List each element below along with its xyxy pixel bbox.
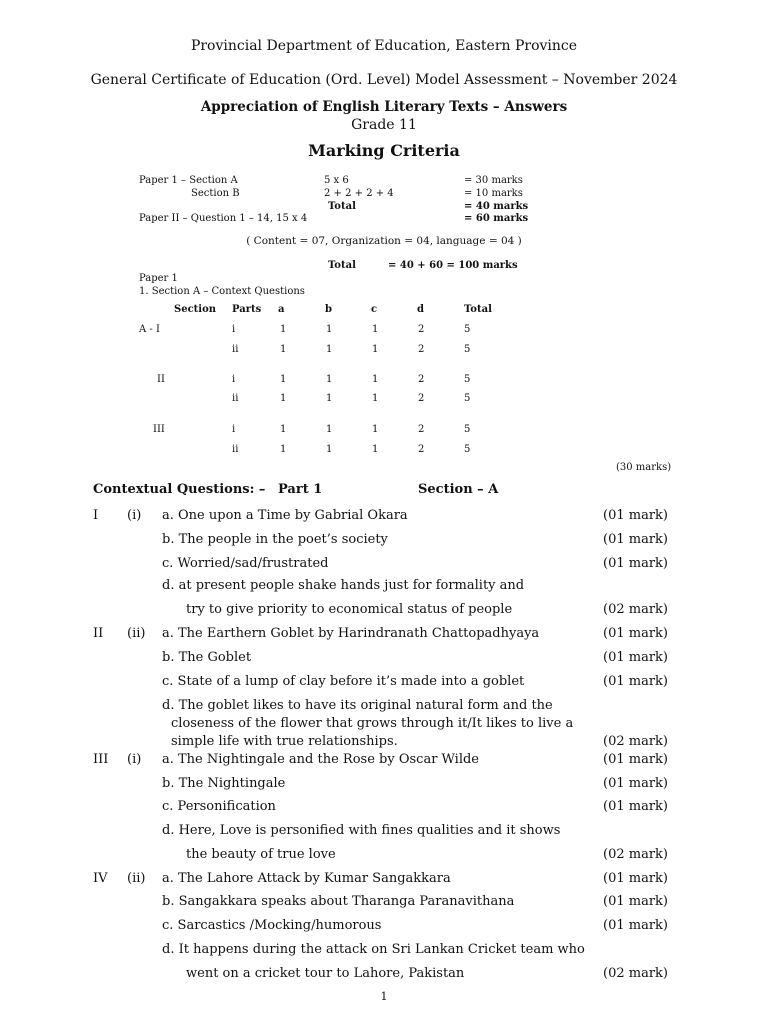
table-cell: 2 xyxy=(418,393,425,404)
table-cell: i xyxy=(232,374,236,385)
table-cell: i xyxy=(232,424,236,435)
answer-text: b. Sangakkara speaks about Tharanga Paranavithana xyxy=(162,894,515,909)
contextual-section: Section – A xyxy=(418,482,499,497)
answer-text: c. Sarcastics /Mocking/humorous xyxy=(162,918,382,933)
question-sub-number: (ii) xyxy=(127,871,146,886)
table-cell: 1 xyxy=(326,444,333,455)
table-cell: 1 xyxy=(372,344,379,355)
table-cell: 1 xyxy=(280,393,287,404)
question-sub-number: (i) xyxy=(127,752,142,767)
table-header: Parts xyxy=(232,304,262,315)
total-marks: = 40 marks xyxy=(464,201,529,212)
answer-text: a. The Lahore Attack by Kumar Sangakkara xyxy=(162,871,451,886)
p1b-calc: 2 + 2 + 2 + 4 xyxy=(324,188,394,199)
question-sub-number: (ii) xyxy=(127,626,146,641)
table-cell: 5 xyxy=(464,393,471,404)
answer-mark: (02 mark) xyxy=(603,966,668,981)
answer-text: d. Here, Love is personified with fines qualities and it shows xyxy=(162,823,561,838)
answer-text: c. State of a lump of clay before it’s made into a goblet xyxy=(162,674,525,689)
answer-mark: (01 mark) xyxy=(603,532,668,547)
question-number: III xyxy=(93,752,109,767)
table-cell: 2 xyxy=(418,344,425,355)
p1a-calc: 5 x 6 xyxy=(324,175,349,186)
answer-mark: (01 mark) xyxy=(603,871,668,886)
table-header: a xyxy=(278,304,285,315)
marking-criteria-heading: Marking Criteria xyxy=(308,141,460,160)
answer-mark: (02 mark) xyxy=(603,602,668,617)
table-cell: 1 xyxy=(372,374,379,385)
answer-mark: (02 mark) xyxy=(603,734,668,749)
answer-text: d. It happens during the attack on Sri Lankan Cricket team who xyxy=(162,942,585,957)
header-department: Provincial Department of Education, Eastern Province xyxy=(190,38,578,54)
answer-mark: (01 mark) xyxy=(603,776,668,791)
total-label: Total xyxy=(328,201,356,212)
table-total-note: (30 marks) xyxy=(616,462,672,473)
answer-text: c. Personification xyxy=(162,799,276,814)
p1a-label: Paper 1 – Section A xyxy=(139,175,238,186)
table-cell: III xyxy=(153,424,165,435)
answer-mark: (01 mark) xyxy=(603,918,668,933)
table-cell: 1 xyxy=(280,324,287,335)
answer-text: d. at present people shake hands just for formality and xyxy=(162,578,525,593)
answer-text: b. The Goblet xyxy=(162,650,252,665)
answer-text: a. The Earthern Goblet by Harindranath Chattopadhyaya xyxy=(162,626,540,641)
question-sub-number: (i) xyxy=(127,508,142,523)
table-cell: 5 xyxy=(464,374,471,385)
table-header: Total xyxy=(464,304,492,315)
answer-text: b. The Nightingale xyxy=(162,776,286,791)
answer-mark: (01 mark) xyxy=(603,508,668,523)
table-cell: A - I xyxy=(139,324,160,335)
p1b-label: Section B xyxy=(191,188,240,199)
p1b-marks: = 10 marks xyxy=(464,188,523,199)
table-cell: 1 xyxy=(280,424,287,435)
table-cell: 2 xyxy=(418,374,425,385)
page-number: 1 xyxy=(380,990,388,1003)
p1a-marks: = 30 marks xyxy=(464,175,523,186)
contextual-part: Part 1 xyxy=(278,482,323,497)
table-cell: 5 xyxy=(464,424,471,435)
table-cell: 1 xyxy=(280,344,287,355)
table-cell: 2 xyxy=(418,444,425,455)
table-cell: 1 xyxy=(372,324,379,335)
table-cell: ii xyxy=(232,344,239,355)
page-title: Appreciation of English Literary Texts – Answers xyxy=(200,99,568,115)
answer-mark: (01 mark) xyxy=(603,650,668,665)
table-cell: 5 xyxy=(464,344,471,355)
table-cell: 1 xyxy=(372,424,379,435)
table-header: Section xyxy=(174,304,217,315)
answer-mark: (01 mark) xyxy=(603,626,668,641)
table-header: d xyxy=(417,304,424,315)
table-cell: 1 xyxy=(326,424,333,435)
question-number: II xyxy=(93,626,104,641)
p2-marks: = 60 marks xyxy=(464,213,529,224)
contextual-label: Contextual Questions: – xyxy=(93,482,266,497)
table-cell: 1 xyxy=(280,374,287,385)
table-cell: 1 xyxy=(372,444,379,455)
answer-text: b. The people in the poet’s society xyxy=(162,532,388,547)
question-number: I xyxy=(93,508,99,523)
header-exam: General Certificate of Education (Ord. Level) Model Assessment – November 2024 xyxy=(90,72,678,88)
table-cell: ii xyxy=(232,393,239,404)
table-cell: 5 xyxy=(464,324,471,335)
section-heading: 1. Section A – Context Questions xyxy=(139,286,305,297)
answer-text: try to give priority to economical status of people xyxy=(186,602,513,617)
question-number: IV xyxy=(93,871,108,886)
answer-text: simple life with true relationships. xyxy=(171,734,398,749)
table-cell: 1 xyxy=(326,374,333,385)
answer-mark: (01 mark) xyxy=(603,894,668,909)
table-cell: 1 xyxy=(326,393,333,404)
table-cell: 1 xyxy=(280,444,287,455)
table-cell: ii xyxy=(232,444,239,455)
answer-mark: (01 mark) xyxy=(603,799,668,814)
answer-mark: (01 mark) xyxy=(603,674,668,689)
p2-label: Paper II – Question 1 – 14, 15 x 4 xyxy=(139,213,308,224)
table-cell: 1 xyxy=(326,324,333,335)
table-cell: i xyxy=(232,324,236,335)
grand-total-label: Total xyxy=(328,260,356,271)
answer-mark: (01 mark) xyxy=(603,556,668,571)
answer-text: the beauty of true love xyxy=(186,847,336,862)
answer-text: a. The Nightingale and the Rose by Oscar Wilde xyxy=(162,752,480,767)
grand-total: = 40 + 60 = 100 marks xyxy=(388,260,518,271)
table-header: b xyxy=(325,304,332,315)
grade-label: Grade 11 xyxy=(351,117,417,133)
table-cell: 1 xyxy=(326,344,333,355)
table-header: c xyxy=(371,304,378,315)
answer-text: went on a cricket tour to Lahore, Pakistan xyxy=(186,966,465,981)
answer-text: c. Worried/sad/frustrated xyxy=(162,556,329,571)
answer-mark: (02 mark) xyxy=(603,847,668,862)
answer-text: closeness of the flower that grows through it/It likes to live a xyxy=(171,716,574,731)
table-cell: 2 xyxy=(418,324,425,335)
marks-breakdown: ( Content = 07, Organization = 04, language = 04 ) xyxy=(246,235,522,247)
table-cell: 1 xyxy=(372,393,379,404)
table-cell: 5 xyxy=(464,444,471,455)
paper-heading: Paper 1 xyxy=(139,273,178,284)
answer-text: a. One upon a Time by Gabrial Okara xyxy=(162,508,408,523)
table-cell: 2 xyxy=(418,424,425,435)
answer-text: d. The goblet likes to have its original natural form and the xyxy=(162,698,553,713)
answer-mark: (01 mark) xyxy=(603,752,668,767)
table-cell: II xyxy=(157,374,165,385)
